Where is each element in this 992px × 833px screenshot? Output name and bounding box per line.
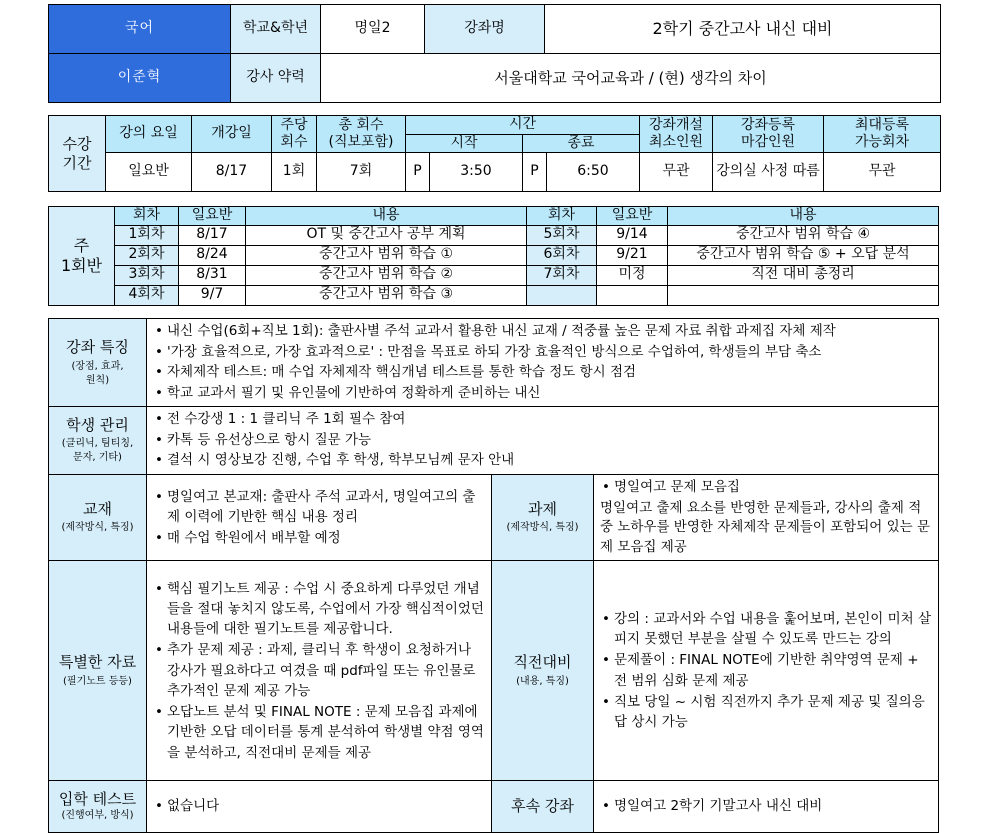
list-item: • 명일여고 본교재: 출판사 주석 교과서, 명일여고의 출제 이력에 기반한 핵심 내용 정리: [153, 487, 485, 528]
special-sublabel: (필기노트 등등): [63, 675, 132, 687]
sessions-header-day-2: 일요반: [597, 207, 668, 226]
course-label: 강좌명: [425, 5, 545, 54]
entrance-sublabel: (진행여부, 방식): [61, 810, 134, 822]
list-item: • 추가 문제 제공 : 과제, 클리닉 후 학생이 요청하거나 강사가 필요하다고 여겼을 때 pdf파일 또는 유인물로 추가적인 문제 제공 가능: [153, 640, 485, 701]
sessions-table: [48, 206, 939, 306]
final-prep-label: 직전대비: [513, 652, 572, 671]
session-empty: [668, 285, 939, 305]
sessions-header-session: 회차: [115, 207, 179, 226]
value-start: 3:50: [430, 153, 523, 192]
textbook-sublabel: (제작방식, 특징): [61, 522, 134, 534]
session-content: 중간고사 범위 학습 ①: [246, 245, 527, 265]
header-day: 강의 요일: [106, 116, 192, 153]
value-end: 6:50: [547, 153, 640, 192]
header-time: 시간: [406, 116, 640, 135]
entrance-value: • 없습니다: [153, 798, 485, 815]
session-date: 8/31: [179, 265, 246, 285]
value-start-ampm: P: [406, 153, 430, 192]
list-item: • 핵심 필기노트 제공 : 수업 시 중요하게 다루었던 개념들을 절대 놓치지 않도록, 수업에서 가장 핵심적이었던 내용들에 대한 필기노트를 제공합니다.: [153, 579, 485, 640]
followup-label: 후속 강좌: [511, 797, 574, 816]
homework-sublabel: (제작방식, 특징): [506, 522, 579, 534]
list-item: • 전 수강생 1 : 1 클리닉 주 1회 필수 참여: [153, 410, 932, 430]
list-item: • 내신 수업(6회+직보 1회): 출판사별 주석 교과서 활용한 내신 교재 / 적중률 높은 문제 자료 취합 과제집 자체 제작: [153, 322, 932, 342]
homework-title: • 명일여고 문제 모음집: [600, 478, 932, 498]
special-label: 특별한 자료: [58, 652, 137, 671]
course-value: 2학기 중간고사 내신 대비: [545, 5, 941, 54]
sessions-header-day: 일요반: [179, 207, 246, 226]
list-item: • 매 수업 학원에서 배부할 예정: [153, 528, 485, 548]
sessions-header-content: 내용: [246, 207, 527, 226]
features-sublabel: (장점, 효과, 원칙): [71, 360, 124, 386]
header-open-date: 개강일: [192, 116, 272, 153]
homework-content: [594, 474, 939, 560]
session-number: 1회차: [115, 225, 179, 245]
header-table: [48, 4, 941, 103]
textbook-label: 교재: [83, 499, 112, 518]
management-label: 학생 관리: [66, 415, 129, 434]
session-date: 미정: [597, 265, 668, 285]
session-number: 5회차: [527, 225, 597, 245]
list-item: • 문제풀이 : FINAL NOTE에 기반한 취약영역 문제 + 전 범위 심화 문제 제공: [600, 650, 932, 691]
features-content: [147, 319, 939, 407]
session-number: 7회차: [527, 265, 597, 285]
textbook-content: [147, 474, 492, 560]
homework-label: 과제: [528, 499, 557, 518]
header-deadline: 강좌등록 마감인원: [713, 116, 824, 153]
details-table: [48, 318, 939, 833]
features-label-cell: [49, 319, 147, 407]
sessions-side-label: 주 1회반: [49, 207, 115, 306]
session-number: 4회차: [115, 285, 179, 305]
list-item: • 자체제작 테스트: 매 수업 자체제작 핵심개념 테스트를 통한 학습 정도 항시 점검: [153, 363, 932, 383]
school-value: 명일2: [321, 5, 425, 54]
header-max-sessions: 최대등록 가능회차: [824, 116, 941, 153]
value-day: 일요반: [106, 153, 192, 192]
value-deadline: 강의실 사정 따름: [713, 153, 824, 192]
teacher-cell: 이준혁: [49, 54, 231, 103]
session-empty: [527, 285, 597, 305]
management-label-cell: [49, 407, 147, 475]
profile-label: 강사 약력: [231, 54, 321, 103]
entrance-label-cell: [49, 781, 147, 833]
schedule-table: [48, 115, 941, 192]
management-content: [147, 407, 939, 475]
list-item: • 강의 : 교과서와 수업 내용을 훑어보며, 본인이 미처 살피지 못했던 부분을 살필 수 있도록 만드는 강의: [600, 609, 932, 650]
value-max-sessions: 무관: [824, 153, 941, 192]
value-min-students: 무관: [640, 153, 713, 192]
final-prep-sublabel: (내용, 특징): [516, 675, 569, 687]
textbook-label-cell: [49, 474, 147, 560]
entrance-label: 입학 테스트: [58, 790, 137, 809]
list-item: • 직보 당일 ~ 시험 직전까지 추가 문제 제공 및 질의응답 상시 가능: [600, 692, 932, 733]
followup-label-cell: [492, 781, 594, 833]
header-start: 시작: [406, 134, 523, 153]
special-label-cell: [49, 561, 147, 781]
session-content: 중간고사 범위 학습 ⑤ + 오답 분석: [668, 245, 939, 265]
header-end: 종료: [523, 134, 640, 153]
session-date: 8/24: [179, 245, 246, 265]
final-prep-content: [594, 561, 939, 781]
homework-body: 명일여고 출제 요소를 반영한 문제들과, 강사의 출제 적중 노하우를 반영한 자체제작 문제들이 포함되어 있는 문제 모음집 제공: [600, 499, 930, 555]
session-number: 2회차: [115, 245, 179, 265]
session-content: 중간고사 범위 학습 ③: [246, 285, 527, 305]
value-weekly: 1회: [272, 153, 317, 192]
special-content: [147, 561, 492, 781]
session-number: 6회차: [527, 245, 597, 265]
session-date: 9/14: [597, 225, 668, 245]
value-open-date: 8/17: [192, 153, 272, 192]
session-date: 8/17: [179, 225, 246, 245]
session-content: 중간고사 범위 학습 ④: [668, 225, 939, 245]
header-weekly: 주당 회수: [272, 116, 317, 153]
profile-value: 서울대학교 국어교육과 / (현) 생각의 차이: [321, 54, 941, 103]
session-date: 9/21: [597, 245, 668, 265]
sessions-header-content-2: 내용: [668, 207, 939, 226]
school-label: 학교&학년: [231, 5, 321, 54]
session-content: OT 및 중간고사 공부 계획: [246, 225, 527, 245]
sessions-header-session-2: 회차: [527, 207, 597, 226]
entrance-content: [147, 781, 492, 833]
management-sublabel: (클리닉, 팀티칭, 문자, 기타): [61, 438, 134, 464]
session-empty: [597, 285, 668, 305]
list-item: • 카톡 등 유선상으로 항시 질문 가능: [153, 431, 932, 451]
list-item: • 결석 시 영상보강 진행, 수업 후 학생, 학부모님께 문자 안내: [153, 451, 932, 471]
value-total: 7회: [317, 153, 406, 192]
features-label: 강좌 특징: [66, 337, 129, 356]
list-item: • 학교 교과서 필기 및 유인물에 기반하여 정확하게 준비하는 내신: [153, 384, 932, 404]
header-min-students: 강좌개설 최소인원: [640, 116, 713, 153]
header-total: 총 회수 (직보포함): [317, 116, 406, 153]
session-content: 중간고사 범위 학습 ②: [246, 265, 527, 285]
session-content: 직전 대비 총정리: [668, 265, 939, 285]
value-end-ampm: P: [523, 153, 547, 192]
list-item: • '가장 효율적으로, 가장 효과적으로' : 만점을 목표로 하되 가장 효율적인 방식으로 수업하여, 학생들의 부담 축소: [153, 343, 932, 363]
session-date: 9/7: [179, 285, 246, 305]
schedule-side-label: 수강 기간: [49, 116, 106, 192]
followup-value: • 명일여고 2학기 기말고사 내신 대비: [600, 798, 932, 815]
final-prep-label-cell: [492, 561, 594, 781]
homework-label-cell: [492, 474, 594, 560]
list-item: • 오답노트 분석 및 FINAL NOTE : 문제 모음집 과제에 기반한 오답 데이터를 통계 분석하여 학생별 약점 영역을 분석하고, 직전대비 문제들 제공: [153, 702, 485, 763]
session-number: 3회차: [115, 265, 179, 285]
followup-content: [594, 781, 939, 833]
subject-cell: 국어: [49, 5, 231, 54]
